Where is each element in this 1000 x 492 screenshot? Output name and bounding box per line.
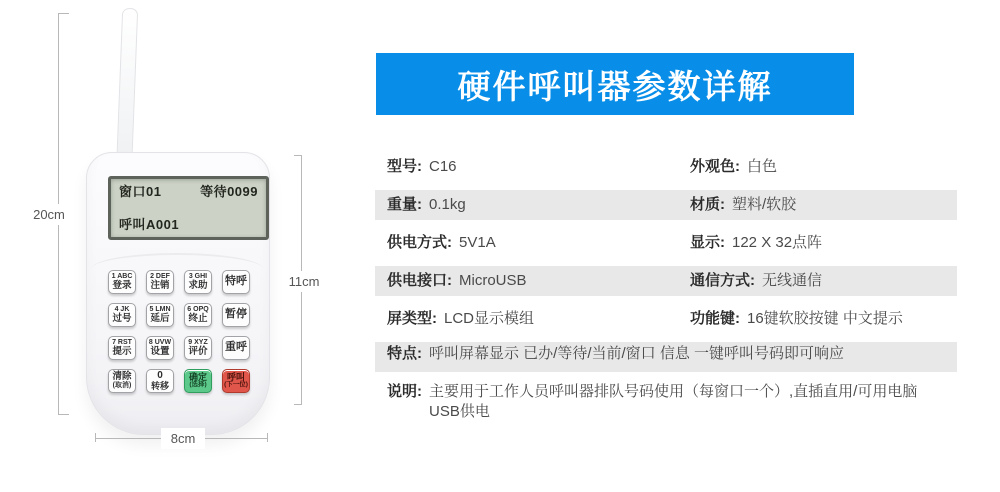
- spec-label: 通信方式:: [690, 272, 755, 289]
- key-special-call: [222, 270, 250, 294]
- dim-width-tick-right: [267, 433, 268, 442]
- dim-panel-label: 11cm: [282, 271, 326, 292]
- spec-value: 白色: [747, 158, 778, 175]
- dim-width-label: 8cm: [161, 428, 205, 449]
- key-clear-cancel: [108, 369, 136, 393]
- dim-height-tick-top: [58, 13, 69, 14]
- key-bottom-label: 终止: [188, 312, 208, 324]
- key-bottom-label: 设置: [150, 345, 170, 357]
- spec-label: 功能键:: [690, 310, 740, 327]
- key-bottom-label: 延后: [150, 312, 170, 324]
- lcd-waiting-count: 等待0099: [200, 184, 258, 199]
- key-top-label: 1 ABC: [111, 273, 133, 281]
- spec-row-description: [375, 380, 957, 424]
- spec-value: 5V1A: [459, 234, 496, 251]
- spec-label: 屏类型:: [387, 310, 437, 327]
- key-top-label: 9 XYZ: [188, 339, 208, 347]
- pager-device: [86, 152, 270, 435]
- key-9-rate: [184, 336, 212, 360]
- dim-width-tick-left: [95, 433, 96, 442]
- lcd-window-number: 窗口01: [119, 184, 162, 199]
- key-top-label: 3 GHI: [188, 273, 208, 281]
- spec-value: 16键软胶按键 中文提示: [747, 310, 903, 327]
- spec-value: 主要用于工作人员呼叫器排队号码使用（每窗口一个）,直插直用/可用电脑USB供电: [429, 383, 918, 420]
- dim-height-tick-bottom: [58, 414, 69, 415]
- spec-value: 无线通信: [762, 272, 823, 289]
- key-1-login: [108, 270, 136, 294]
- spec-value: LCD显示模组: [444, 310, 535, 327]
- key-bottom-label: 评价: [188, 345, 208, 357]
- key-bottom-label: 注销: [150, 279, 170, 291]
- key-bottom-label: 提示: [112, 345, 132, 357]
- key-7-hint: [108, 336, 136, 360]
- spec-row-port-comm: [375, 266, 957, 296]
- key-label: 暂停: [225, 308, 247, 321]
- page-title: 硬件呼叫器参数详解: [457, 67, 773, 105]
- lcd-calling-number: 呼叫A001: [119, 217, 180, 232]
- key-0-transfer: [146, 369, 174, 393]
- key-bottom-label: (取消): [112, 382, 132, 390]
- key-6-terminate: [184, 303, 212, 327]
- dim-panel-tick-top: [294, 155, 302, 156]
- key-bottom-label: 登录: [112, 279, 132, 291]
- key-top-label: 6 OPQ: [187, 306, 209, 314]
- spec-row-screen-keys: [375, 304, 957, 334]
- spec-label: 外观色:: [690, 158, 740, 175]
- spec-value: 塑料/软胶: [732, 196, 797, 213]
- section-title-banner: [376, 53, 854, 115]
- spec-value: 0.1kg: [429, 196, 466, 213]
- spec-table: [375, 152, 957, 432]
- spec-row-weight-material: [375, 190, 957, 220]
- lcd-line-1: [119, 184, 258, 199]
- spec-value: MicroUSB: [459, 272, 527, 289]
- key-top-label: 0: [157, 370, 163, 382]
- spec-label: 供电方式:: [387, 234, 452, 251]
- spec-value: 122 X 32点阵: [732, 234, 823, 251]
- dim-panel-tick-bottom: [294, 404, 302, 405]
- spec-value: C16: [429, 158, 457, 175]
- spec-label: 供电接口:: [387, 272, 452, 289]
- key-8-settings: [146, 336, 174, 360]
- spec-label: 说明:: [387, 383, 422, 400]
- key-bottom-label: 求助: [188, 279, 208, 291]
- spec-value: 呼叫屏幕显示 已办/等待/当前/窗口 信息 一键呼叫号码即可响应: [429, 345, 845, 362]
- spec-row-features: [375, 342, 957, 372]
- keypad: [108, 270, 250, 393]
- lcd-line-2: [119, 217, 258, 232]
- key-call-next: [222, 369, 250, 393]
- key-recall: [222, 336, 250, 360]
- key-4-skip: [108, 303, 136, 327]
- key-top-label: 5 LMN: [149, 306, 171, 314]
- key-confirm-select: [184, 369, 212, 393]
- key-bottom-label: (下一位): [224, 381, 248, 389]
- spec-label: 特点:: [387, 345, 422, 362]
- spec-label: 显示:: [690, 234, 725, 251]
- key-bottom-label: 过号: [112, 312, 132, 324]
- key-2-logout: [146, 270, 174, 294]
- key-top-label: 2 DEF: [150, 273, 170, 281]
- spec-row-model-color: [375, 152, 957, 182]
- key-top-label: 清除: [112, 371, 132, 383]
- spec-label: 型号:: [387, 158, 422, 175]
- key-bottom-label: (选择): [189, 381, 207, 389]
- key-top-label: 8 UVW: [148, 339, 172, 347]
- device-antenna: [116, 8, 138, 170]
- dim-height-label: 20cm: [26, 204, 72, 225]
- spec-row-power-display: [375, 228, 957, 258]
- key-3-help: [184, 270, 212, 294]
- key-label: 重呼: [225, 341, 247, 354]
- key-5-postpone: [146, 303, 174, 327]
- spec-label: 材质:: [690, 196, 725, 213]
- key-top-label: 确定: [188, 371, 207, 382]
- key-bottom-label: 转移: [150, 380, 169, 391]
- spec-label: 重量:: [387, 196, 422, 213]
- key-pause: [222, 303, 250, 327]
- key-label: 特呼: [225, 275, 247, 288]
- key-top-label: 7 RST: [112, 339, 132, 347]
- lcd-screen: [108, 176, 269, 240]
- key-top-label: 4 JK: [114, 306, 130, 314]
- key-top-label: 呼叫: [226, 371, 245, 382]
